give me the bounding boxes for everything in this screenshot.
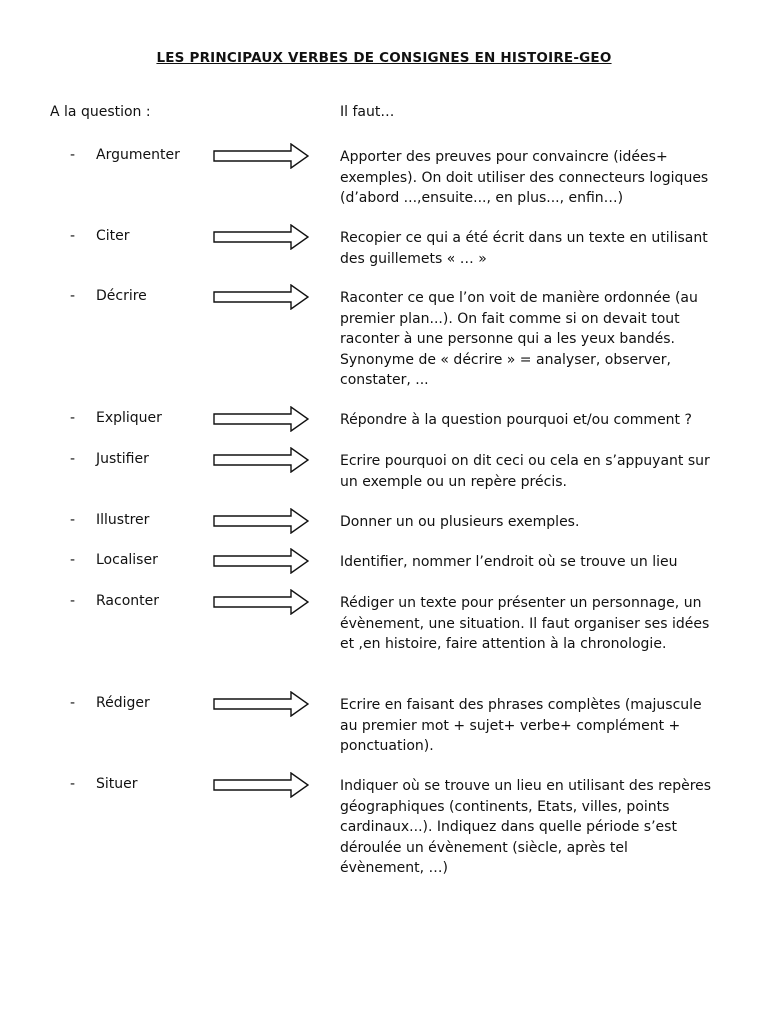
right-arrow-icon	[213, 589, 309, 615]
verb-description: Répondre à la question pourquoi et/ou comment ?	[340, 412, 692, 428]
verb-label: Localiser	[96, 552, 158, 568]
right-arrow-icon	[213, 772, 309, 798]
verb-label: Illustrer	[96, 512, 150, 528]
verb-description: Ecrire pourquoi on dit ceci ou cela en s’appuyant sur un exemple ou un repère précis.	[340, 453, 710, 490]
verb-description: Recopier ce qui a été écrit dans un texte en utilisant des guillemets « … »	[340, 230, 708, 267]
verb-description: Ecrire en faisant des phrases complètes (majuscule au premier mot + sujet+ verbe+ complément + ponctuation).	[340, 697, 702, 754]
verb-description: Apporter des preuves pour convaincre (idées+ exemples). On doit utiliser des connecteurs logiques (d’abord ...,ensuite..., en plus..., enfin…)	[340, 149, 709, 206]
right-arrow-icon	[213, 691, 309, 717]
right-arrow-icon	[213, 447, 309, 473]
bullet-dash: -	[70, 776, 76, 792]
verb-label: Rédiger	[96, 695, 150, 711]
bullet-dash: -	[70, 288, 76, 304]
right-arrow-icon	[213, 224, 309, 250]
right-arrow-icon	[213, 284, 309, 310]
verb-label: Citer	[96, 228, 130, 244]
bullet-dash: -	[70, 695, 76, 711]
verb-description: Indiquer où se trouve un lieu en utilisant des repères géographiques (continents, Etats, villes, points cardinaux...). Indiquez dans quelle période s’est déroulée un évènement (siècle, après tel évènement, …)	[340, 778, 712, 876]
verb-label: Décrire	[96, 288, 147, 304]
bullet-dash: -	[70, 451, 76, 467]
right-arrow-icon	[213, 143, 309, 169]
verb-label: Justifier	[96, 451, 149, 467]
right-arrow-icon	[213, 406, 309, 432]
document-title: LES PRINCIPAUX VERBES DE CONSIGNES EN HISTOIRE-GEO	[156, 50, 612, 66]
bullet-dash: -	[70, 593, 76, 609]
bullet-dash: -	[70, 410, 76, 426]
right-arrow-icon	[213, 548, 309, 574]
bullet-dash: -	[70, 512, 76, 528]
bullet-dash: -	[70, 228, 76, 244]
verb-label: Raconter	[96, 593, 159, 609]
bullet-dash: -	[70, 552, 76, 568]
column-header-question: A la question :	[50, 104, 151, 120]
verb-description: Raconter ce que l’on voit de manière ordonnée (au premier plan...). On fait comme si on devait tout raconter à une personne qui a les yeux bandés. Synonyme de « décrire » = analyser, observer, constater, ...	[340, 290, 698, 388]
verb-description: Rédiger un texte pour présenter un personnage, un évènement, une situation. Il faut organiser ses idées et ,en histoire, faire attention à la chronologie.	[340, 595, 710, 652]
verb-description: Identifier, nommer l’endroit où se trouve un lieu	[340, 554, 678, 570]
column-header-answer: Il faut…	[340, 104, 395, 120]
bullet-dash: -	[70, 147, 76, 163]
verb-label: Situer	[96, 776, 138, 792]
verb-label: Expliquer	[96, 410, 162, 426]
verb-description: Donner un ou plusieurs exemples.	[340, 514, 580, 530]
right-arrow-icon	[213, 508, 309, 534]
verb-label: Argumenter	[96, 147, 180, 163]
